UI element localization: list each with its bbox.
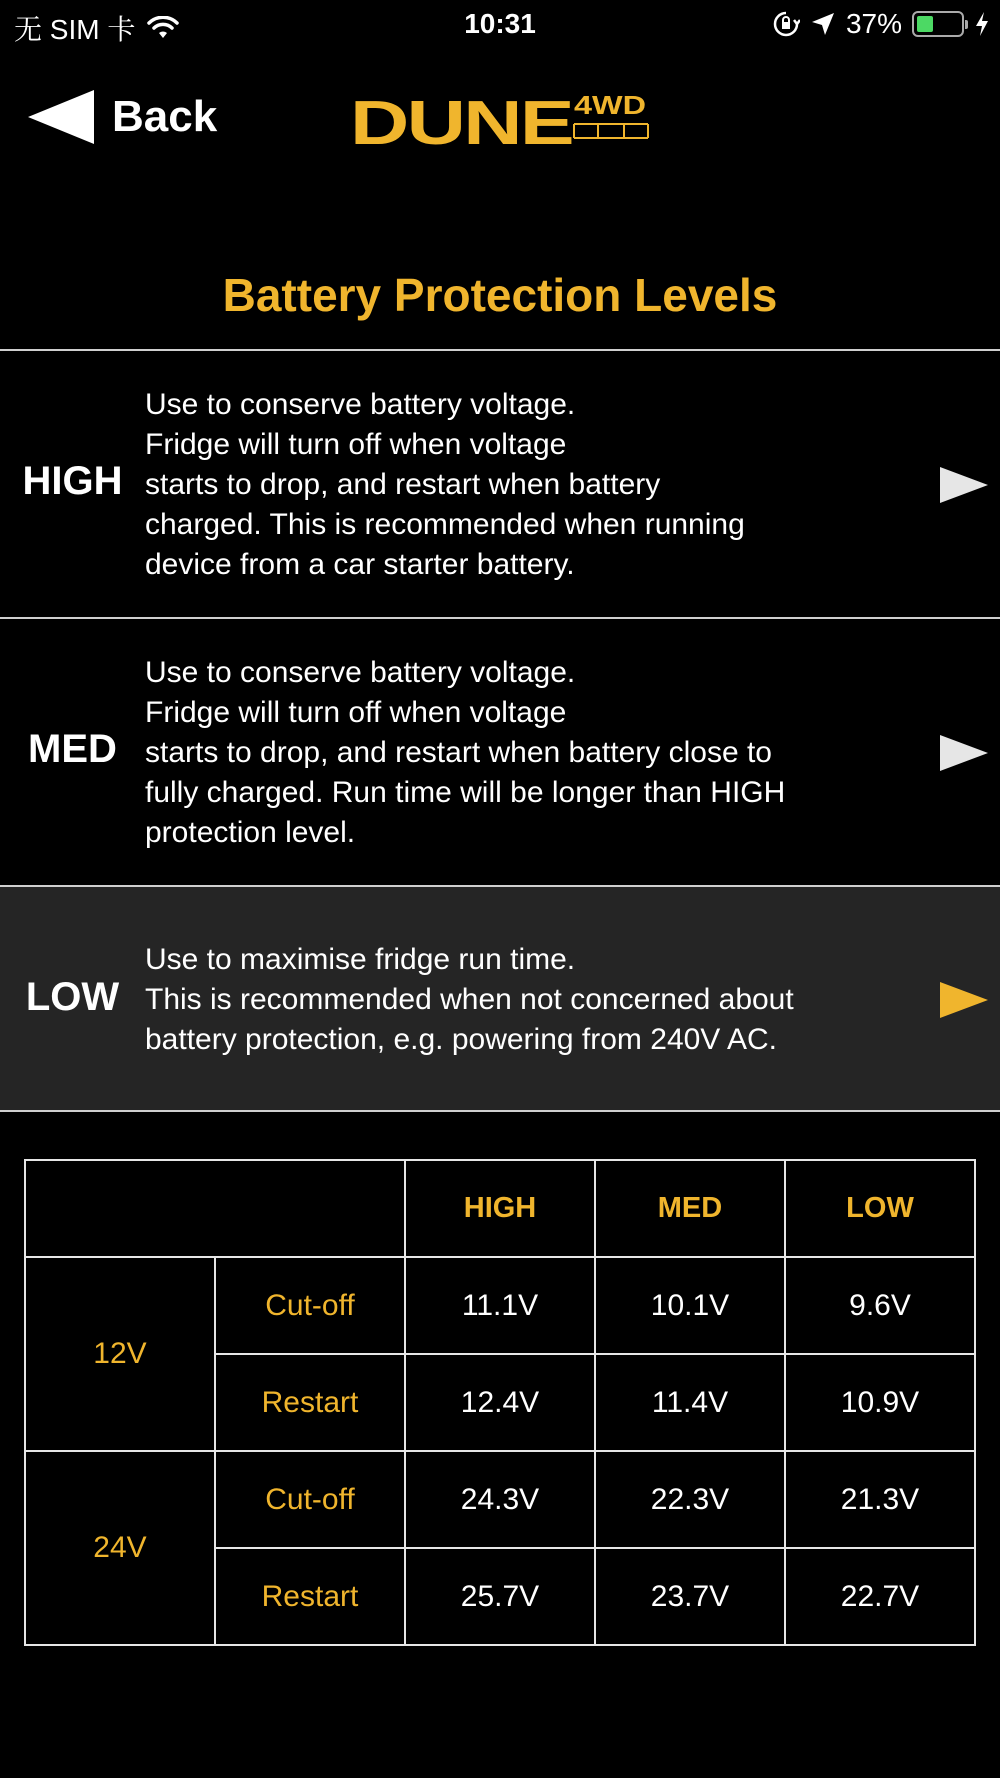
description-line: Use to maximise fridge run time. <box>145 943 576 976</box>
battery-fill <box>917 16 933 32</box>
description-line: charged. This is recommended when running <box>145 508 745 541</box>
level-name: LOW <box>25 975 120 1019</box>
location-arrow-icon <box>810 11 836 37</box>
threshold-type-cell: Restart <box>215 1548 405 1645</box>
battery-icon <box>912 11 964 37</box>
system-voltage-cell: 12V <box>25 1257 215 1451</box>
value-cell: 11.1V <box>405 1257 595 1354</box>
table-header-med: MED <box>595 1160 785 1257</box>
status-bar <box>0 0 1000 50</box>
table-row <box>25 1451 975 1548</box>
threshold-type-cell: Cut-off <box>215 1451 405 1548</box>
table-corner-cell <box>25 1160 405 1257</box>
level-description <box>145 653 915 853</box>
value-cell: 12.4V <box>405 1354 595 1451</box>
level-description <box>145 385 915 585</box>
value-cell: 11.4V <box>595 1354 785 1451</box>
battery-percent: 37% <box>845 8 902 39</box>
page-title: Battery Protection Levels <box>222 269 778 321</box>
table-header-row <box>25 1160 975 1257</box>
status-time: 10:31 <box>464 8 536 39</box>
level-row-high[interactable] <box>0 349 1000 617</box>
value-cell: 21.3V <box>785 1451 975 1548</box>
dune-4wd-logo <box>350 90 650 150</box>
back-triangle-icon <box>28 90 94 144</box>
table-header-low: LOW <box>785 1160 975 1257</box>
logo-superscript: 4WD <box>574 90 646 120</box>
play-triangle-icon <box>940 465 988 505</box>
orientation-lock-icon <box>772 10 800 38</box>
value-cell: 9.6V <box>785 1257 975 1354</box>
description-line: starts to drop, and restart when battery <box>145 468 661 501</box>
nav-bar <box>0 80 1000 160</box>
description-line: Fridge will turn off when voltage <box>145 428 567 461</box>
level-row-low[interactable] <box>0 885 1000 1111</box>
threshold-type-cell: Restart <box>215 1354 405 1451</box>
description-line: This is recommended when not concerned about <box>145 983 794 1016</box>
description-line: Use to conserve battery voltage. <box>145 656 576 689</box>
divider <box>0 1110 1000 1112</box>
table-row <box>25 1257 975 1354</box>
level-name: HIGH <box>22 459 123 503</box>
value-cell: 10.9V <box>785 1354 975 1451</box>
play-triangle-icon <box>940 980 988 1020</box>
status-right <box>772 8 990 40</box>
level-description <box>145 940 915 1060</box>
description-line: Use to conserve battery voltage. <box>145 388 576 421</box>
value-cell: 24.3V <box>405 1451 595 1548</box>
carrier-label: 无 SIM 卡 <box>14 14 136 45</box>
back-button[interactable] <box>28 90 217 144</box>
value-cell: 23.7V <box>595 1548 785 1645</box>
value-cell: 22.3V <box>595 1451 785 1548</box>
logo-text: DUNE <box>350 90 572 150</box>
charging-bolt-icon <box>974 11 990 37</box>
description-line: device from a car starter battery. <box>145 548 575 581</box>
value-cell: 25.7V <box>405 1548 595 1645</box>
play-triangle-icon <box>940 733 988 773</box>
voltage-table <box>24 1159 976 1646</box>
system-voltage-cell: 24V <box>25 1451 215 1645</box>
level-name: MED <box>28 727 117 771</box>
threshold-type-cell: Cut-off <box>215 1257 405 1354</box>
description-line: Fridge will turn off when voltage <box>145 696 567 729</box>
description-line: starts to drop, and restart when battery close to <box>145 736 772 769</box>
description-line: fully charged. Run time will be longer than HIGH <box>145 776 786 809</box>
table-header-high: HIGH <box>405 1160 595 1257</box>
back-label: Back <box>112 92 218 141</box>
description-line: protection level. <box>145 816 356 849</box>
value-cell: 10.1V <box>595 1257 785 1354</box>
level-row-med[interactable] <box>0 617 1000 885</box>
description-line: battery protection, e.g. powering from 240V AC. <box>145 1023 778 1056</box>
value-cell: 22.7V <box>785 1548 975 1645</box>
